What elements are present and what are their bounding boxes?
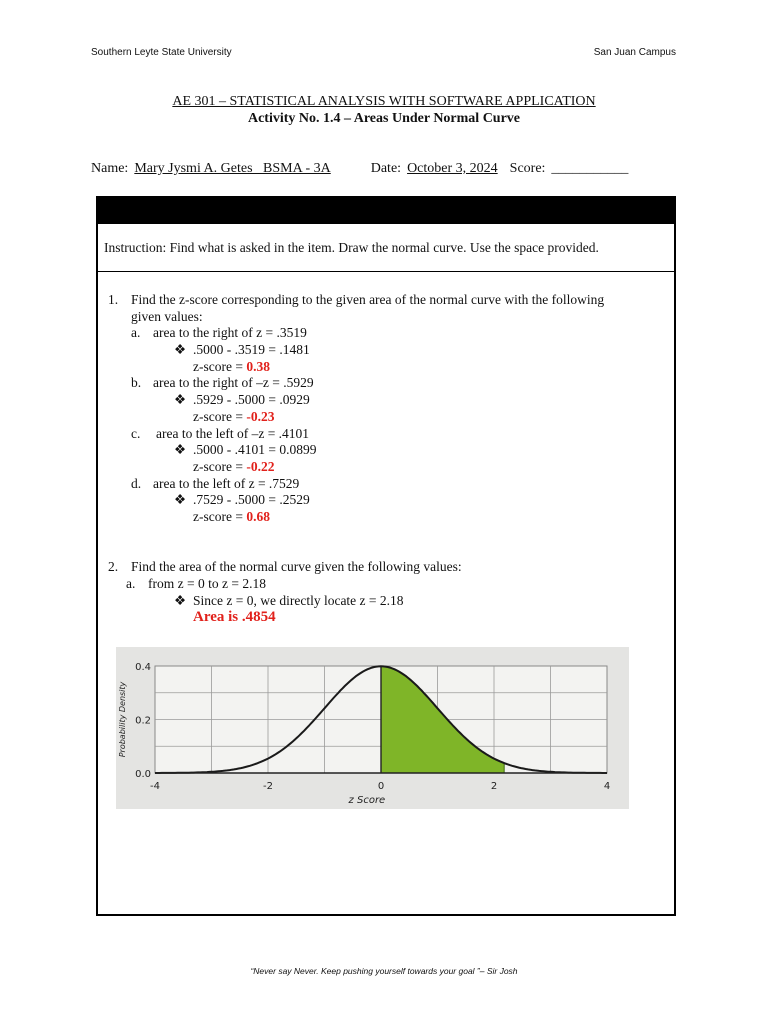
x-tick-label: -4 <box>150 781 160 792</box>
q1a-calc: .5000 - .3519 = .1481 <box>193 342 310 357</box>
footer-quote: “Never say Never. Keep pushing yourself towards your goal ”– Sir Josh <box>250 966 518 976</box>
bullet-icon: ❖ <box>174 392 187 407</box>
q1a-text: area to the right of z = .3519 <box>153 325 307 340</box>
campus-name: San Juan Campus <box>593 47 676 58</box>
info-line <box>91 161 628 177</box>
q1-line1: Find the z-score corresponding to the given area of the normal curve with the following <box>131 292 605 307</box>
activity-title: Activity No. 1.4 – Areas Under Normal Curve <box>247 111 521 126</box>
q1c-text: area to the left of –z = .4101 <box>156 426 310 441</box>
q1a-letter: a. <box>131 325 141 340</box>
q1-line2: given values: <box>131 309 203 324</box>
instruction: Instruction: Find what is asked in the item. Draw the normal curve. Use the space provided. <box>98 224 674 272</box>
q1d-calc: .7529 - .5000 = .2529 <box>193 492 310 507</box>
q1c-letter: c. <box>131 426 141 441</box>
normal-curve-graph <box>116 647 629 809</box>
q1-number: 1. <box>108 292 119 307</box>
date-value: October 3, 2024 <box>407 161 498 176</box>
course-title: AE 301 – STATISTICAL ANALYSIS WITH SOFTWARE APPLICATION <box>172 94 596 109</box>
normal-curve-chart <box>116 647 629 809</box>
x-tick-label: 2 <box>490 781 498 792</box>
score-blank: ___________ <box>551 161 629 176</box>
q1b-zvalue: -0.23 <box>246 409 275 424</box>
university-name: Southern Leyte State University <box>91 47 232 58</box>
q1b-calc: .5929 - .5000 = .0929 <box>193 392 310 407</box>
q1a-zvalue: 0.38 <box>246 359 270 374</box>
q2a-note: Since z = 0, we directly locate z = 2.18 <box>193 593 404 608</box>
q1d-text: area to the left of z = .7529 <box>153 476 300 491</box>
q1d-zscore: z-score = 0.68 <box>193 509 270 524</box>
y-axis-label: Probability Density <box>118 681 127 758</box>
q1c-zvalue: -0.22 <box>246 459 275 474</box>
x-tick-label: 4 <box>603 781 611 792</box>
q2a-answer: Area is .4854 <box>193 609 276 625</box>
bullet-icon: ❖ <box>174 593 187 608</box>
bullet-icon: ❖ <box>174 442 187 457</box>
score-label: Score: <box>509 161 546 176</box>
q1c-zscore: z-score = -0.22 <box>193 459 275 474</box>
q1b-letter: b. <box>131 375 142 390</box>
q1b-zscore: z-score = -0.23 <box>193 409 275 424</box>
name-label: Name: <box>91 161 129 176</box>
q1b-text: area to the right of –z = .5929 <box>153 375 314 390</box>
q2-number: 2. <box>108 559 119 574</box>
x-tick-label: -2 <box>263 781 273 792</box>
y-tick-label: 0.2 <box>135 715 151 727</box>
q1d-letter: d. <box>131 476 142 491</box>
header-bar <box>98 198 674 224</box>
bullet-icon: ❖ <box>174 492 187 507</box>
q1a-zscore: z-score = 0.38 <box>193 359 270 374</box>
q2-text: Find the area of the normal curve given the following values: <box>131 559 462 574</box>
q1d-zvalue: 0.68 <box>246 509 270 524</box>
q2a-text: from z = 0 to z = 2.18 <box>148 576 266 591</box>
y-tick-label: 0.4 <box>135 662 151 673</box>
bullet-icon: ❖ <box>174 342 187 357</box>
date-label: Date: <box>370 161 402 176</box>
y-tick-label: 0.0 <box>135 769 151 780</box>
x-tick-label: 0 <box>377 781 385 792</box>
x-axis-label: z Score <box>348 795 386 806</box>
name-value: Mary Jysmi A. Getes BSMA - 3A <box>134 161 331 176</box>
q1c-calc: .5000 - .4101 = 0.0899 <box>193 442 317 457</box>
q2a-letter: a. <box>126 576 136 591</box>
